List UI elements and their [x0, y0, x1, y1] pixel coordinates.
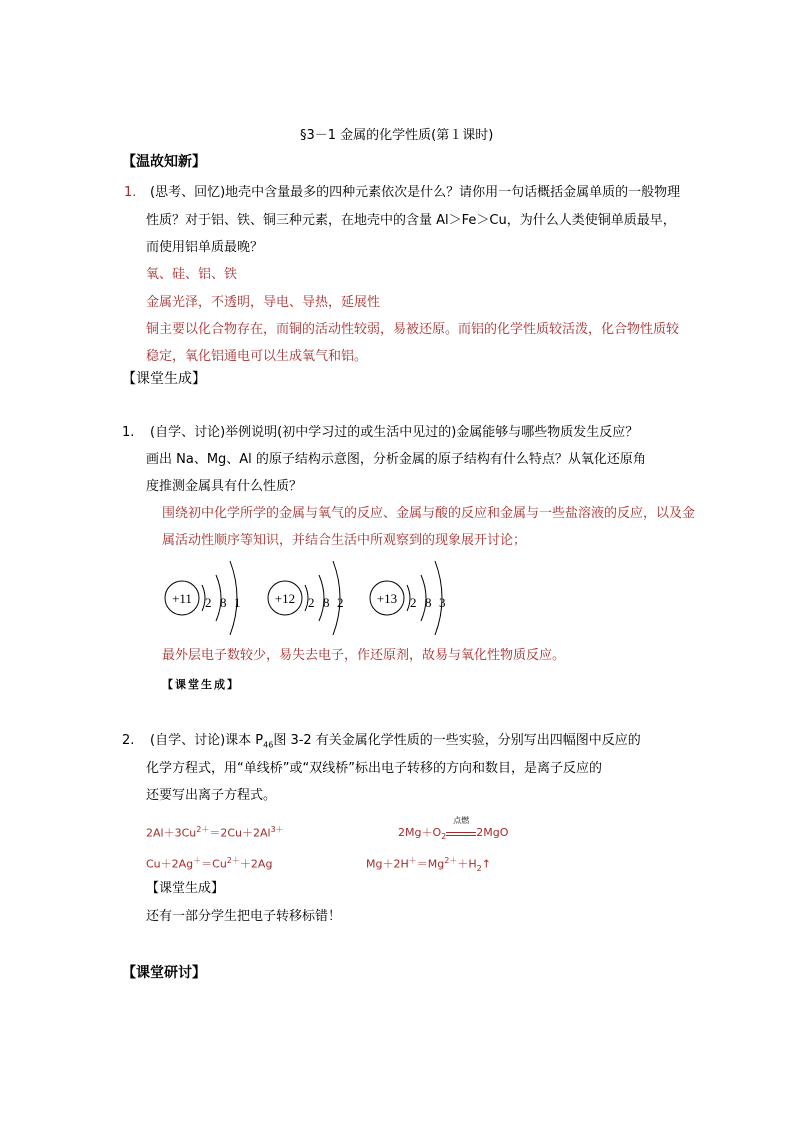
- atom-shell-mg-1: 2: [308, 595, 315, 610]
- equation-2: $2Mg+O_2$ 点燃 2MgO: [398, 816, 509, 842]
- equation-1: $2Al+3Cu^{2+}=2Cu+2Al^{3+}$: [146, 825, 284, 840]
- atom-shell-na-2: 8: [220, 595, 227, 610]
- q1-answer1: 氧、硅、铝、铁: [146, 267, 238, 282]
- q1-answer3a: 铜主要以化合物存在，而铜的活动性较弱，易被还原。而铝的化学性质较活泼，化合物性质较: [146, 322, 680, 337]
- page-title: §3－1 金属的化学性质(第１课时): [300, 128, 494, 143]
- section-heading-class-gen: 【课堂生成】: [122, 371, 206, 387]
- cg-q2-line1: (自学、讨论)课本 $P_{46}$图 3-2 有关金属化学性质的一些实验，分别写出四幅图中反应的: [150, 733, 641, 750]
- cg-q1-sub-heading: 【课堂生成】: [162, 678, 240, 691]
- cg-q1-answer1: 围绕初中化学所学的金属与氧气的反应、金属与酸的反应和金属与一些盐溶液的反应，以及金: [162, 506, 696, 521]
- cg-q1-number: 1.: [122, 425, 135, 440]
- q1-line2: 性质？对于铝、铁、铜三种元素，在地壳中的含量 Al＞Fe＞Cu，为什么人类使铜单质最早，: [146, 213, 676, 228]
- cg-q2-number: 2.: [122, 733, 135, 748]
- cg-q1-answer3: 最外层电子数较少，易失去电子，作还原剂，故易与氧化性物质反应。: [162, 648, 566, 663]
- atom-shell-al-2: 8: [425, 595, 432, 610]
- q1-answer3b: 稳定，氧化铝通电可以生成氧气和铝。: [146, 349, 368, 364]
- atom-shell-al-3: 3: [439, 595, 446, 610]
- atom-shell-al-1: 2: [410, 595, 417, 610]
- atom-nucleus-na: +11: [172, 591, 192, 606]
- equation-4: $Mg+2H^+=Mg^{2+}+H_2↑$: [366, 856, 491, 873]
- q1-line1: (思考、回忆)地壳中含量最多的四种元素依次是什么？请你用一句话概括金属单质的一般物理: [150, 185, 681, 200]
- atom-diagram-al: [370, 561, 446, 635]
- section-heading-review: 【温故知新】: [122, 154, 206, 170]
- atom-shell-mg-2: 8: [323, 595, 330, 610]
- equation-3: $Cu+2Ag^+=Cu^{2+}+2Ag$: [146, 856, 273, 871]
- atom-nucleus-mg: +12: [274, 591, 296, 606]
- q1-answer2: 金属光泽，不透明，导电、导热，延展性: [146, 295, 381, 310]
- equation-2-condition: 点燃: [446, 826, 476, 836]
- cg-q2-note: 还有一部分学生把电子转移标错！: [146, 909, 342, 924]
- atom-shell-na-1: 2: [205, 595, 212, 610]
- section-heading-research: 【课堂研讨】: [122, 965, 206, 981]
- atomic-structure-diagrams: [150, 555, 480, 640]
- atom-shell-na-3: 1: [234, 595, 241, 610]
- cg-q2-line3: 还要写出离子方程式。: [146, 788, 277, 803]
- cg-q1-line3: 度推测金属具有什么性质？: [146, 479, 303, 494]
- q1-number: 1.: [124, 185, 137, 200]
- atom-shell-mg-3: 2: [337, 595, 344, 610]
- atom-diagram-mg: [268, 561, 344, 635]
- cg-q1-line2: 画出 Na、Mg、Al 的原子结构示意图，分析金属的原子结构有什么特点？从氧化还原角: [146, 452, 646, 467]
- q1-line3: 而使用铝单质最晚？: [146, 240, 264, 255]
- cg-q2-line2: 化学方程式，用“单线桥”或“双线桥”标出电子转移的方向和数目，是离子反应的: [146, 761, 602, 776]
- cg-q1-line1: (自学、讨论)举例说明(初中学习过的或生活中见过的)金属能够与哪些物质发生反应？: [150, 425, 639, 440]
- atom-diagram-na: [165, 561, 241, 635]
- atom-nucleus-al: +13: [376, 591, 398, 606]
- cg-q2-sub-heading: 【课堂生成】: [146, 881, 225, 896]
- cg-q1-answer2: 属活动性顺序等知识，并结合生活中所观察到的现象展开讨论；: [162, 533, 527, 548]
